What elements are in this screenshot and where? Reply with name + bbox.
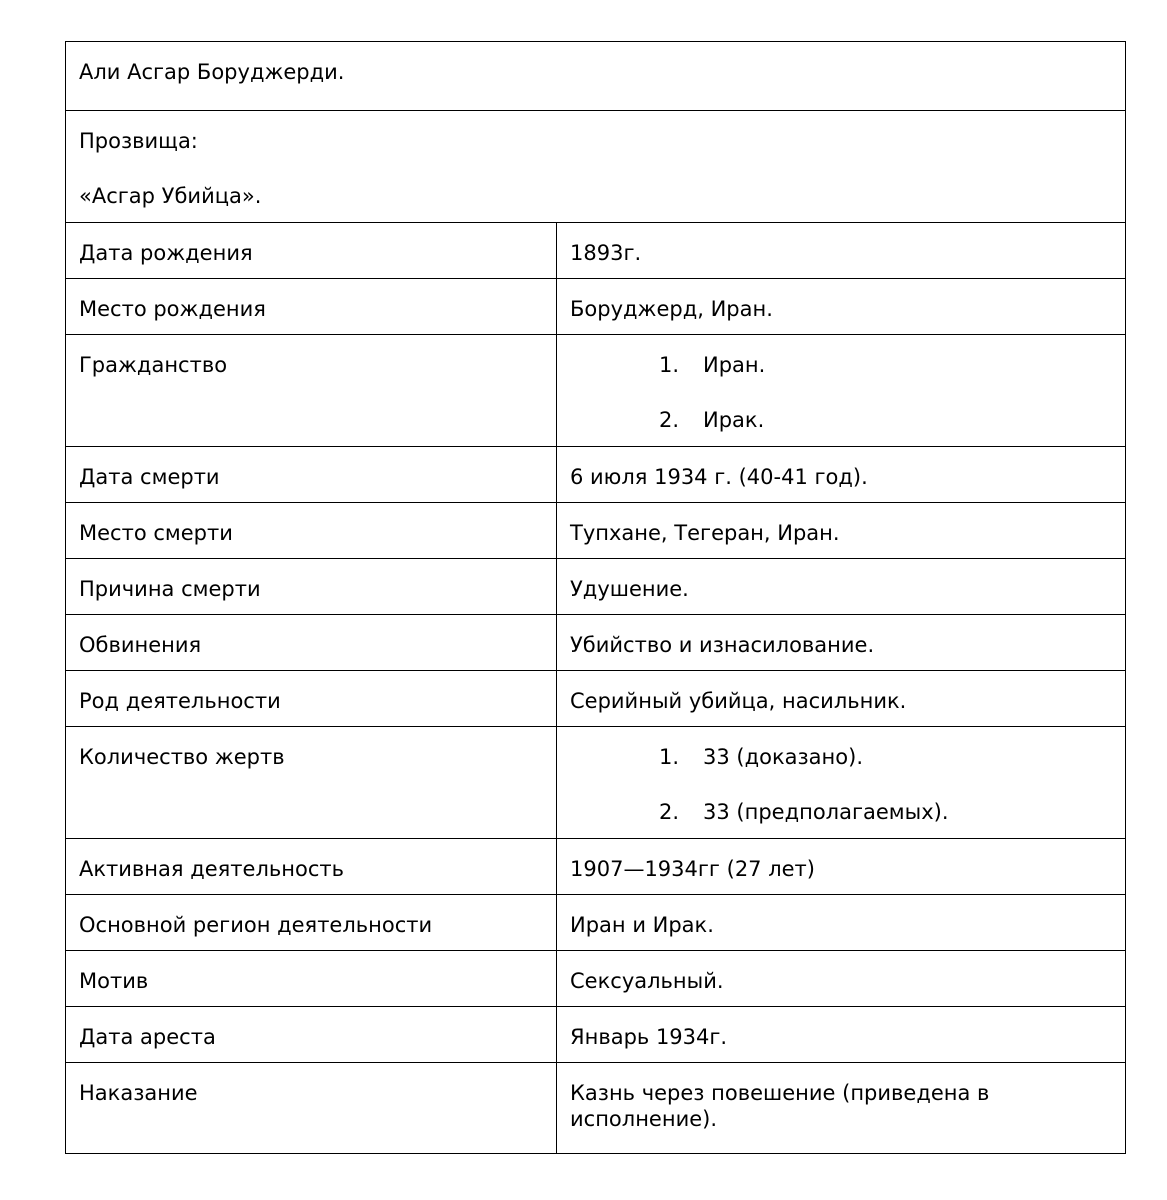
row-label: Наказание	[66, 1063, 557, 1154]
list-text: 33 (доказано).	[703, 745, 863, 769]
row-label: Дата смерти	[66, 447, 557, 503]
row-label: Дата ареста	[66, 1007, 557, 1063]
row-value	[557, 1063, 1126, 1154]
table-row-region	[66, 895, 1126, 951]
list-number: 2.	[659, 408, 680, 432]
victims-list	[570, 744, 1113, 825]
table-row-motive	[66, 951, 1126, 1007]
aliases-value: «Асгар Убийца».	[79, 184, 262, 208]
row-value: Боруджерд, Иран.	[557, 279, 1126, 335]
row-value: Иран и Ирак.	[557, 895, 1126, 951]
list-item	[570, 352, 1113, 378]
punishment-text: Казнь через повешение (приведена в исполнение).	[570, 1081, 990, 1131]
list-text: Ирак.	[703, 408, 765, 432]
row-label: Активная деятельность	[66, 839, 557, 895]
table-row-active-period	[66, 839, 1126, 895]
list-number: 1.	[659, 353, 680, 377]
aliases-row	[66, 111, 1126, 223]
row-value: Сексуальный.	[557, 951, 1126, 1007]
table-row-occupation	[66, 671, 1126, 727]
table-row-arrest-date	[66, 1007, 1126, 1063]
list-number: 2.	[659, 800, 680, 824]
info-table	[65, 41, 1126, 1154]
row-value	[557, 727, 1126, 839]
row-label: Основной регион деятельности	[66, 895, 557, 951]
table-row-punishment	[66, 1063, 1126, 1154]
row-value: Январь 1934г.	[557, 1007, 1126, 1063]
list-item	[570, 407, 1113, 433]
row-value: Убийство и изнасилование.	[557, 615, 1126, 671]
aliases-cell	[66, 111, 1126, 223]
table-row-charges	[66, 615, 1126, 671]
name-row	[66, 42, 1126, 111]
row-label: Количество жертв	[66, 727, 557, 839]
citizenship-list	[570, 352, 1113, 433]
table-row-birth-date	[66, 223, 1126, 279]
row-value	[557, 335, 1126, 447]
row-label: Место рождения	[66, 279, 557, 335]
list-text: 33 (предполагаемых).	[703, 800, 949, 824]
table-row-victims	[66, 727, 1126, 839]
row-label: Причина смерти	[66, 559, 557, 615]
table-row-death-cause	[66, 559, 1126, 615]
list-item	[570, 744, 1113, 770]
row-value: 1907—1934гг (27 лет)	[557, 839, 1126, 895]
row-label: Обвинения	[66, 615, 557, 671]
row-value: Серийный убийца, насильник.	[557, 671, 1126, 727]
row-value: Удушение.	[557, 559, 1126, 615]
row-value: 6 июля 1934 г. (40-41 год).	[557, 447, 1126, 503]
row-value: 1893г.	[557, 223, 1126, 279]
row-label: Род деятельности	[66, 671, 557, 727]
name-cell: Али Асгар Боруджерди.	[66, 42, 1126, 111]
row-label: Мотив	[66, 951, 557, 1007]
row-value: Тупхане, Тегеран, Иран.	[557, 503, 1126, 559]
list-number: 1.	[659, 745, 680, 769]
table-row-death-place	[66, 503, 1126, 559]
row-label: Гражданство	[66, 335, 557, 447]
table-row-birth-place	[66, 279, 1126, 335]
row-label: Место смерти	[66, 503, 557, 559]
table-row-death-date	[66, 447, 1126, 503]
aliases-label: Прозвища:	[79, 129, 198, 153]
list-item	[570, 799, 1113, 825]
list-text: Иран.	[703, 353, 766, 377]
table-row-citizenship	[66, 335, 1126, 447]
row-label: Дата рождения	[66, 223, 557, 279]
